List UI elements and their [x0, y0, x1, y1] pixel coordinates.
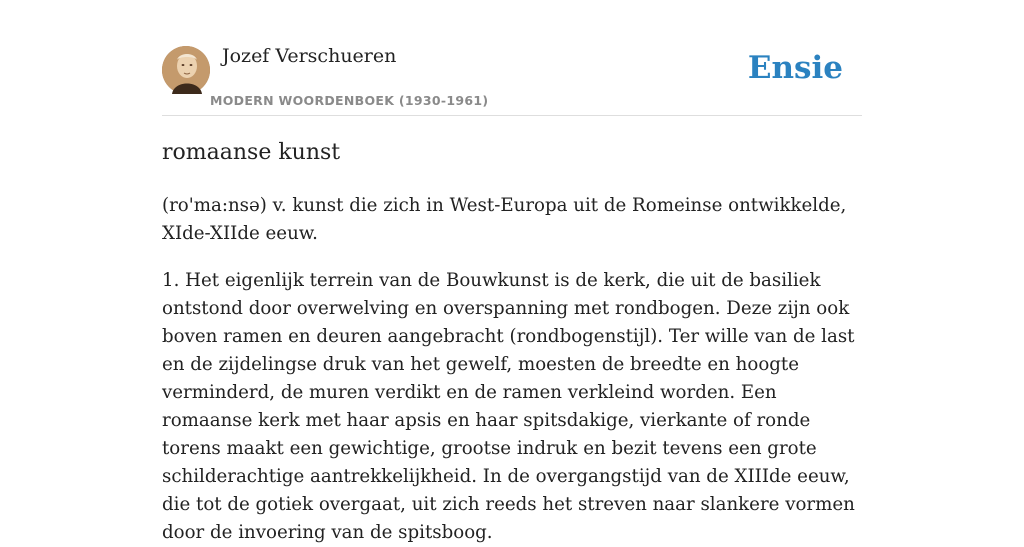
portrait-photo-icon	[162, 46, 210, 94]
entry-title: romaanse kunst	[162, 140, 341, 165]
brand-logo[interactable]: Ensie	[747, 50, 843, 86]
entry-body-paragraph: 1. Het eigenlijk terrein van de Bouwkunst is de kerk, die uit de basiliek ontstond door overwelving en overspanning met rondbogen. Deze zijn ook boven ramen en deuren aangebracht (rondbogenstijl). Ter wille van de last en de zijdelingse druk van het gewelf, moesten de breedte en hoogte verminderd, de muren verdikt en de ramen verkleind worden. Een romaanse kerk met haar apsis en haar spitsdakige, vierkante of ronde torens maakt een gewichtige, grootse indruk en bezit tevens een grote schilderachtige aantrekkelijkheid. In de overgangstijd van de XIIIde eeuw, die tot de gotiek overgaat, uit zich reeds het streven naar slankere vormen door de invoering van de spitsboog.	[162, 270, 855, 543]
author-avatar[interactable]	[162, 46, 210, 94]
entry-header	[162, 0, 862, 116]
page-container	[162, 0, 862, 543]
entry-pronunciation-paragraph: (ro'ma:nsə) v. kunst die zich in West-Europa uit de Romeinse ontwikkelde, XIde-XIIde eeuw.	[162, 195, 847, 244]
source-label[interactable]: MODERN WOORDENBOEK (1930-1961)	[210, 93, 489, 108]
author-name[interactable]: Jozef Verschueren	[222, 45, 397, 67]
